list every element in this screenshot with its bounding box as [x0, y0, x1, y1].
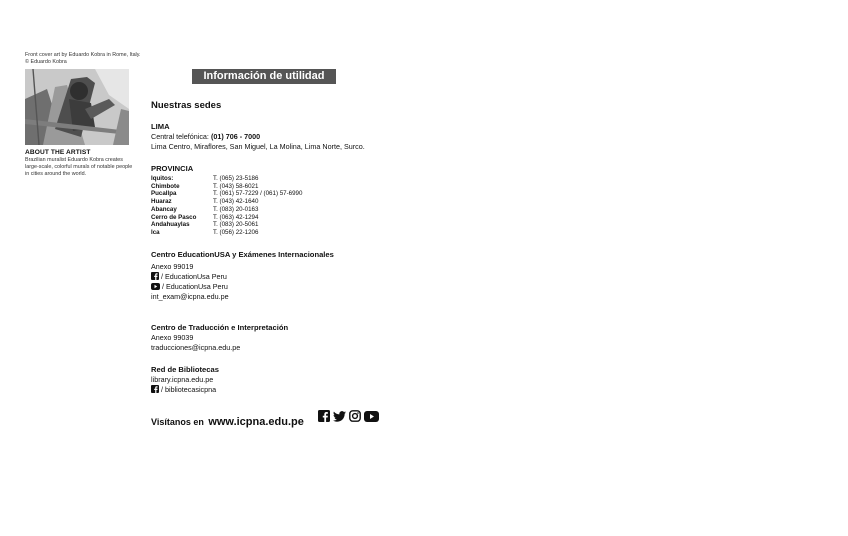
instagram-icon[interactable] [349, 410, 361, 422]
city-phone: T. (061) 57-7229 / (061) 57-6990 [213, 190, 303, 198]
educationusa-section [151, 250, 391, 302]
city-phone: T. (065) 23-5186 [213, 175, 259, 182]
list-item [151, 198, 411, 206]
lima-title: LIMA [151, 122, 170, 131]
city-name: Pucallpa [151, 190, 177, 198]
visit-label: Visítanos en [151, 417, 204, 427]
bibliotecas-section [151, 365, 391, 395]
city-name: Ica [151, 228, 160, 236]
cover-copyright: © Eduardo Kobra [25, 59, 67, 65]
facebook-icon [151, 272, 159, 280]
bibliotecas-title: Red de Bibliotecas [151, 365, 219, 374]
traduccion-section [151, 323, 391, 353]
about-the-artist [25, 149, 133, 178]
educationusa-facebook[interactable] [151, 272, 391, 282]
sedes-title: Nuestras sedes [151, 100, 222, 111]
city-name: Abancay [151, 205, 177, 213]
central-label: Central telefónica: [151, 132, 209, 141]
traduccion-anexo: Anexo 99039 [151, 333, 194, 342]
educationusa-youtube[interactable] [151, 282, 391, 292]
facebook-icon[interactable] [318, 410, 330, 422]
list-item [151, 214, 411, 222]
city-name: Cerro de Pasco [151, 213, 197, 221]
city-name: Andahuaylas [151, 221, 190, 229]
youtube-icon[interactable] [364, 411, 379, 422]
traduccion-title: Centro de Traducción e Interpretación [151, 323, 289, 332]
educationusa-anexo: Anexo 99019 [151, 262, 194, 271]
city-name: Chimbote [151, 182, 180, 190]
city-phone: T. (056) 22-1206 [213, 228, 259, 236]
facebook-icon [151, 385, 159, 393]
city-phone: T. (063) 42-1294 [213, 213, 259, 221]
list-item [151, 229, 411, 237]
traduccion-email[interactable]: traducciones@icpna.edu.pe [151, 343, 241, 352]
twitter-icon[interactable] [333, 411, 346, 422]
list-item [151, 190, 411, 198]
provincia-list [151, 175, 411, 237]
lima-locations: Lima Centro, Miraflores, San Miguel, La Molina, Lima Norte, Surco. [151, 142, 365, 151]
central-number: (01) 706 - 7000 [210, 132, 261, 141]
youtube-handle: / EducationUsa Peru [162, 282, 228, 291]
city-phone: T. (083) 20-5061 [213, 221, 259, 229]
artist-description: Brazilian muralist Eduardo Kobra creates large-scale, colorful murals of notable people in cities around the world. [25, 157, 133, 177]
list-item [151, 175, 411, 183]
city-name: Huaraz [151, 198, 172, 206]
cover-credit [25, 52, 145, 66]
city-phone: T. (083) 20-0163 [213, 205, 259, 213]
list-item [151, 206, 411, 214]
list-item [151, 221, 411, 229]
educationusa-email[interactable]: int_exam@icpna.edu.pe [151, 292, 229, 301]
youtube-icon [151, 283, 160, 290]
facebook-handle: / bibliotecasicpna [161, 385, 217, 394]
lima-section [151, 122, 411, 152]
cover-artwork-image [25, 69, 129, 145]
city-phone: T. (043) 58-6021 [213, 182, 259, 190]
facebook-handle: / EducationUsa Peru [161, 272, 227, 281]
city-phone: T. (043) 42-1640 [213, 198, 259, 206]
info-banner: Información de utilidad [192, 69, 336, 84]
educationusa-title: Centro EducationUSA y Exámenes Internacionales [151, 250, 334, 259]
bibliotecas-url[interactable]: library.icpna.edu.pe [151, 375, 214, 384]
provincia-section [151, 164, 411, 237]
bibliotecas-facebook[interactable] [151, 385, 391, 395]
provincia-title: PROVINCIA [151, 164, 194, 173]
list-item [151, 183, 411, 191]
artist-title: ABOUT THE ARTIST [25, 149, 91, 156]
city-name: Iquitos: [151, 175, 174, 182]
footer-visit [151, 412, 304, 430]
social-icons [318, 410, 379, 422]
cover-credit-line: Front cover art by Eduardo Kobra in Rome, Italy. [25, 52, 141, 58]
visit-url[interactable]: www.icpna.edu.pe [208, 416, 304, 428]
